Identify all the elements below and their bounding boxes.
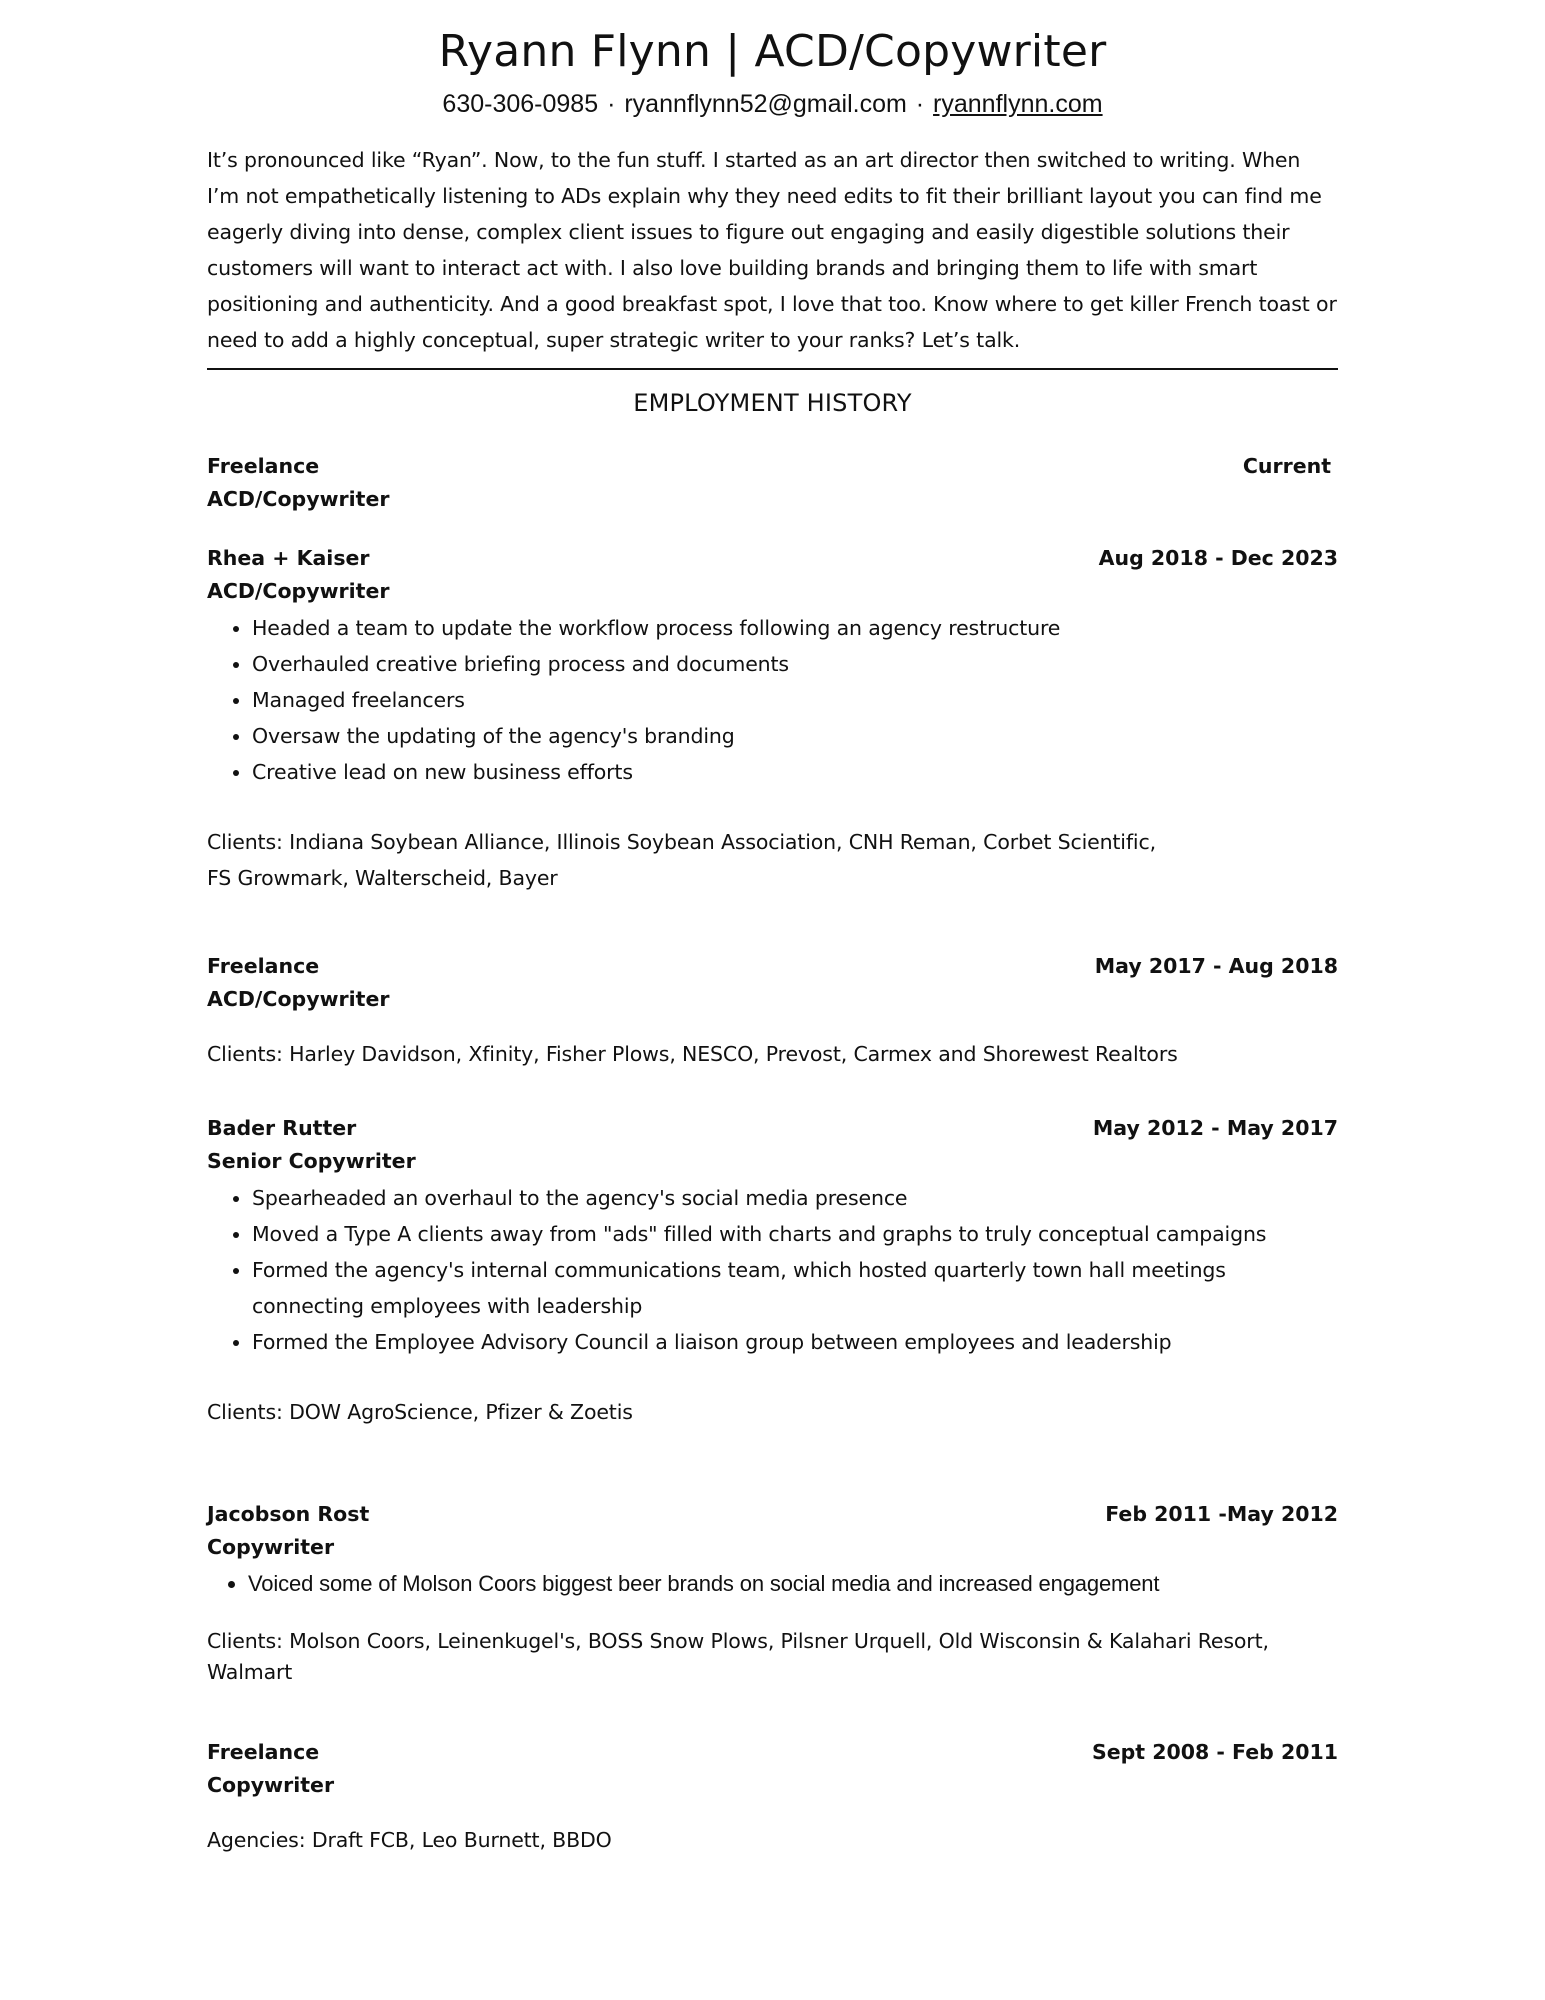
job-clients-line: Clients: Indiana Soybean Alliance, Illinois Soybean Association, CNH Reman, Corbet Scientific,: [207, 830, 1156, 854]
job-entry: [207, 1112, 1338, 1430]
job-title: ACD/Copywriter: [207, 579, 390, 603]
job-header: [207, 542, 1338, 575]
job-title: Senior Copywriter: [207, 1149, 416, 1173]
job-bullet: • Moved a Type A clients away from "ads" filled with charts and graphs to truly conceptual campaigns: [252, 1216, 1318, 1252]
job-bullet: • Managed freelancers: [252, 682, 1338, 718]
job-company: Jacobson Rost: [207, 1502, 370, 1526]
job-header: [207, 450, 1338, 483]
job-dates: Current: [1242, 454, 1331, 478]
job-dates: Feb 2011 -May 2012: [1105, 1502, 1338, 1526]
job-company: Freelance: [207, 454, 320, 478]
job-bullets: [207, 610, 1338, 790]
job-bullets: [207, 1566, 1338, 1602]
job-clients: Clients: Molson Coors, Leinenkugel's, BOSS Snow Plows, Pilsner Urquell, Old Wisconsin & Kalahari Resort, Walmart: [207, 1629, 1269, 1684]
email-address: ryannflynn52@gmail.com: [624, 90, 907, 118]
job-company: Freelance: [207, 1740, 320, 1764]
section-title: EMPLOYMENT HISTORY: [633, 389, 912, 417]
contact-separator: ·: [607, 90, 616, 118]
job-header: [207, 1498, 1338, 1531]
job-company: Rhea + Kaiser: [207, 546, 370, 570]
job-header: [207, 1736, 1338, 1769]
job-header: [207, 1112, 1338, 1145]
job-clients: [207, 824, 1338, 896]
job-dates: May 2017 - Aug 2018: [1094, 954, 1338, 978]
contact-line: [207, 88, 1338, 120]
phone-number: 630-306-0985: [442, 90, 599, 118]
job-entry: [207, 542, 1338, 896]
job-bullet: • Creative lead on new business efforts: [252, 754, 1338, 790]
website-link[interactable]: ryannflynn.com: [933, 90, 1103, 118]
job-company: Bader Rutter: [207, 1116, 357, 1140]
job-bullet: • Oversaw the updating of the agency's branding: [252, 718, 1338, 754]
job-title: Copywriter: [207, 1773, 335, 1797]
job-entry: [207, 950, 1338, 1072]
job-bullets: [207, 1180, 1338, 1360]
job-entry: [207, 1498, 1338, 1688]
job-clients: Agencies: Draft FCB, Leo Burnett, BBDO: [207, 1828, 612, 1852]
job-entry: [207, 450, 1338, 516]
job-clients: Clients: Harley Davidson, Xfinity, Fisher Plows, NESCO, Prevost, Carmex and Shorewest Realtors: [207, 1042, 1178, 1066]
job-dates: May 2012 - May 2017: [1092, 1116, 1338, 1140]
job-bullet: • Formed the agency's internal communications team, which hosted quarterly town hall meetings connecting employees with leadership: [252, 1252, 1318, 1324]
job-bullet: • Headed a team to update the workflow process following an agency restructure: [252, 610, 1338, 646]
job-dates: Sept 2008 - Feb 2011: [1091, 1740, 1338, 1764]
job-bullet: • Overhauled creative briefing process and documents: [252, 646, 1338, 682]
candidate-name: Ryann Flynn | ACD/Copywriter: [438, 26, 1107, 77]
job-entry: [207, 1736, 1338, 1858]
job-title: ACD/Copywriter: [207, 487, 390, 511]
job-clients: Clients: DOW AgroScience, Pfizer & Zoetis: [207, 1400, 633, 1424]
summary-paragraph: It’s pronounced like “Ryan”. Now, to the fun stuff. I started as an art director then switched to writing. When I’m not empathetically listening to ADs explain why they need edits to fit their brilliant layout you can find me eagerly diving into dense, complex client issues to figure out engaging and easily digestible solutions their customers will want to interact act with. I also love building brands and bringing them to life with smart positioning and authenticity. And a good breakfast spot, I love that too. Know where to get killer French toast or need to add a highly conceptual, super strategic writer to your ranks? Let’s talk.: [207, 148, 1337, 352]
job-clients-line: FS Growmark, Walterscheid, Bayer: [207, 866, 558, 890]
job-title: ACD/Copywriter: [207, 987, 390, 1011]
job-company: Freelance: [207, 954, 320, 978]
contact-separator: ·: [915, 90, 925, 118]
job-bullet: • Formed the Employee Advisory Council a liaison group between employees and leadership: [252, 1324, 1318, 1360]
job-header: [207, 950, 1338, 983]
job-bullet: • Spearheaded an overhaul to the agency's social media presence: [252, 1180, 1318, 1216]
job-bullet: • Voiced some of Molson Coors biggest beer brands on social media and increased engagement: [248, 1566, 1338, 1602]
resume-page: [207, 0, 1338, 1852]
job-dates: Aug 2018 - Dec 2023: [1098, 546, 1338, 570]
job-title: Copywriter: [207, 1535, 335, 1559]
section-divider: [207, 368, 1338, 370]
